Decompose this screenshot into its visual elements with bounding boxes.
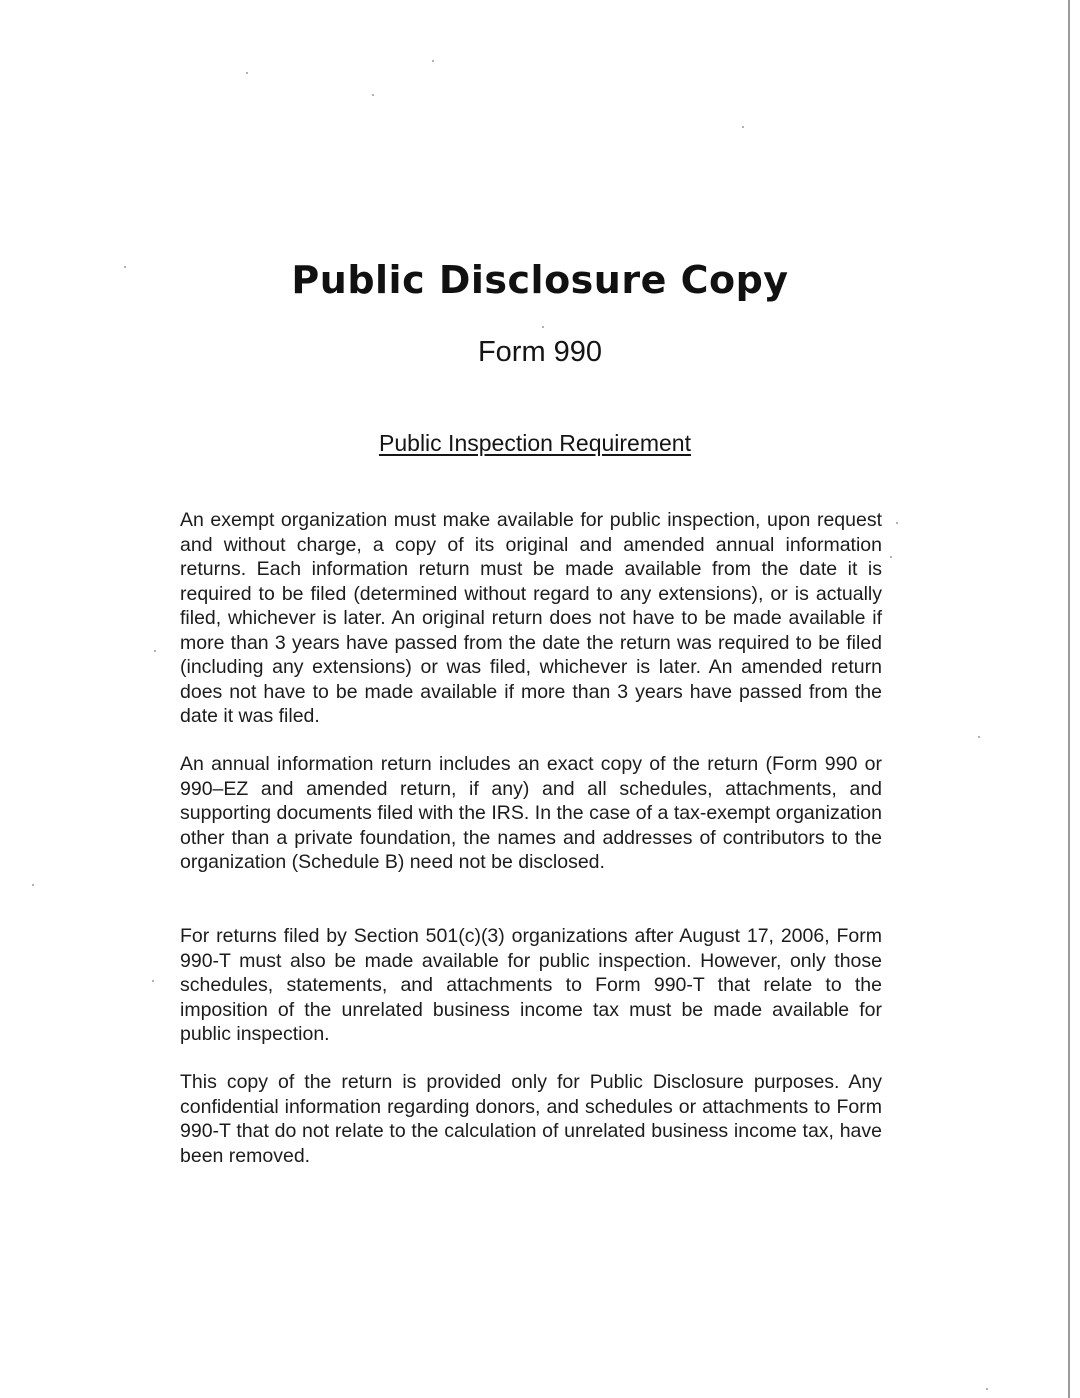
scan-edge-line <box>1068 0 1070 1398</box>
paragraph-availability: An exempt organization must make available for public inspection, upon request and without charge, a copy of its original and amended annual information returns. Each information return must be made available from the date it is required to be filed (determined without regard to any extensions), or is actually filed, whichever is later. An original return does not have to be made available if more than 3 years have passed from the date the return was required to be filed (including any extensions) or was filed, whichever is later. An amended return does not have to be made available if more than 3 years have passed from the date it was filed. <box>180 509 882 727</box>
scan-speck <box>154 650 156 652</box>
page-title: Public Disclosure Copy <box>291 258 789 302</box>
paragraph-return-contents: An annual information return includes an exact copy of the return (Form 990 or 990–EZ and amended return, if any) and all schedules, attachments, and supporting documents filed with the IRS. In the case of a tax-exempt organization other than a private foundation, the names and addresses of contributors to the organization (Schedule B) need not be disclosed. <box>180 753 882 873</box>
scan-speck <box>152 980 154 982</box>
scan-speck <box>986 1388 988 1390</box>
paragraph-disclosure-notice: This copy of the return is provided only for Public Disclosure purposes. Any confidential information regarding donors, and schedules or attachments to Form 990-T that do not relate to the calculation of unrelated business income tax, have been removed. <box>180 1071 882 1167</box>
section-heading: Public Inspection Requirement <box>379 430 691 456</box>
form-name: Form 990 <box>477 336 603 368</box>
paragraph-form-990t: For returns filed by Section 501(c)(3) organizations after August 17, 2006, Form 990-T must also be made available for public inspection. However, only those schedules, statements, and attachments to Form 990-T that relate to the imposition of the unrelated business income tax must be made available for public inspection. <box>180 925 882 1045</box>
scan-speck <box>742 126 744 128</box>
scan-speck <box>432 60 434 62</box>
scan-speck <box>372 94 374 96</box>
scan-speck <box>246 72 248 74</box>
scan-speck <box>896 522 898 524</box>
scan-speck <box>978 736 980 738</box>
scan-speck <box>542 326 544 328</box>
scan-speck <box>890 556 892 558</box>
scan-speck <box>32 884 34 886</box>
